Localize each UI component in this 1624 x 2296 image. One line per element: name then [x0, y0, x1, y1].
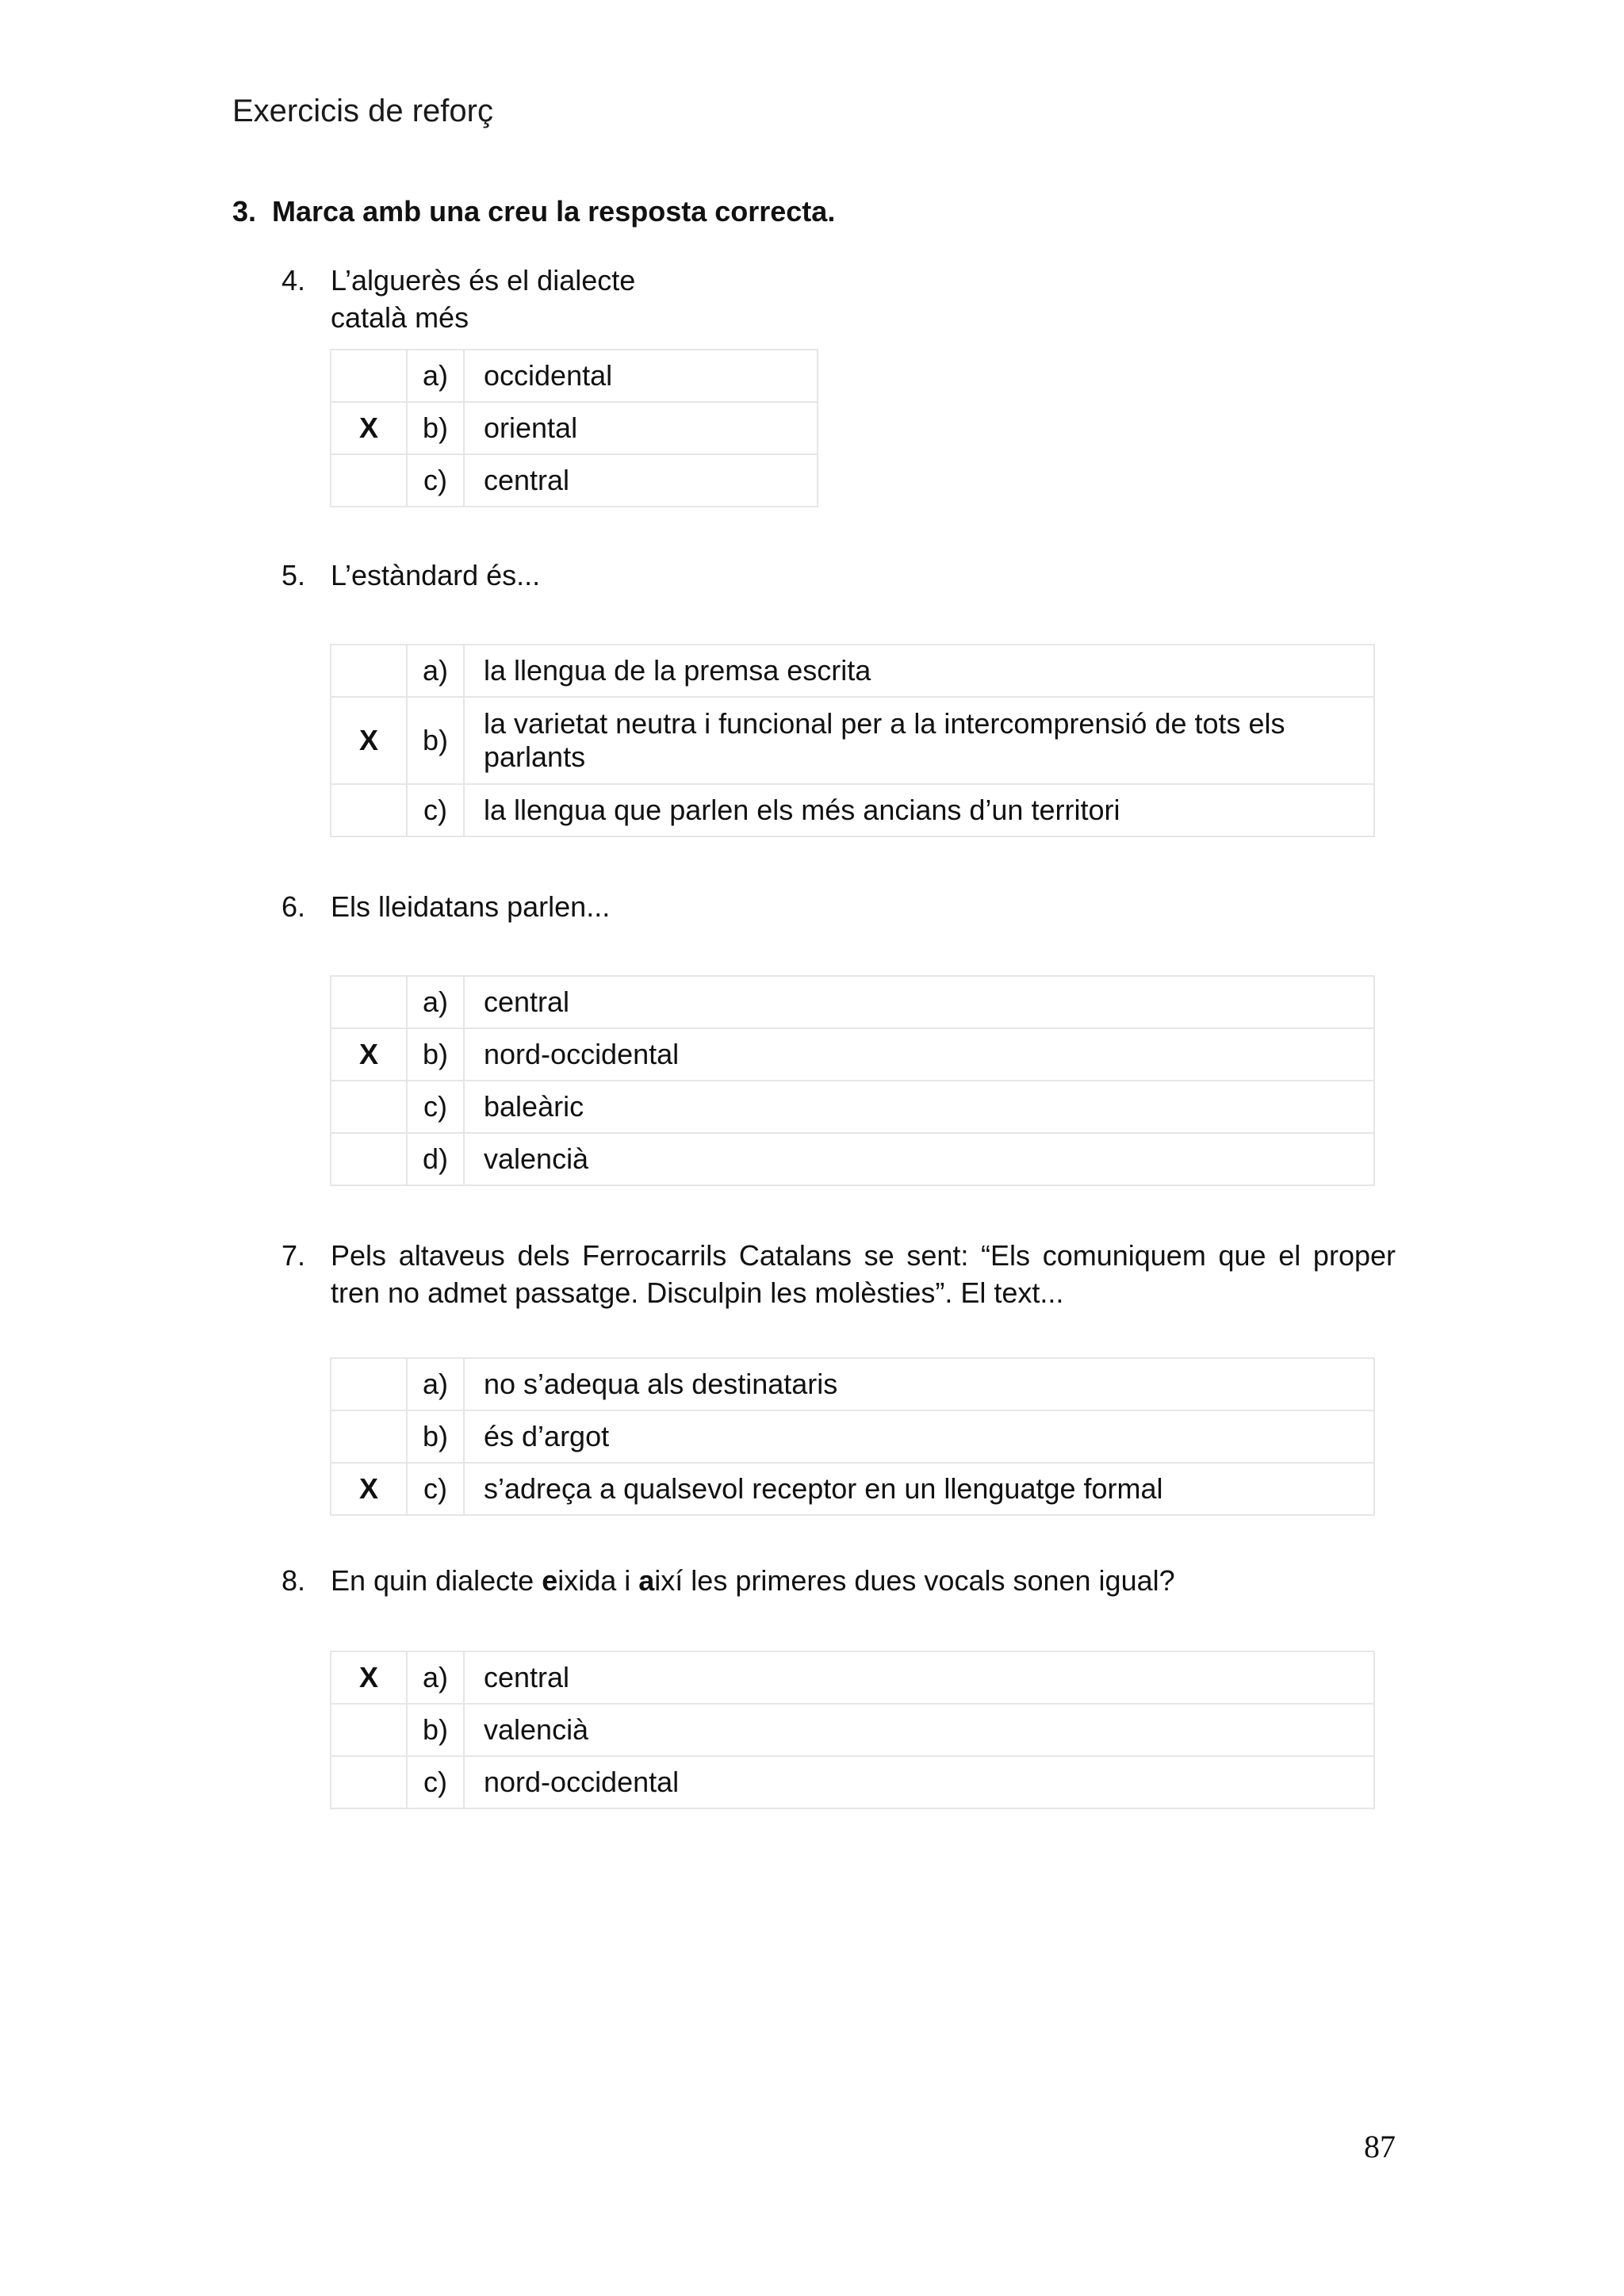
option-text: central — [464, 454, 818, 507]
option-row[interactable] — [331, 645, 1374, 697]
answer-mark-cell[interactable] — [331, 784, 407, 836]
answer-mark-cell[interactable] — [331, 976, 407, 1028]
option-text: nord-occidental — [464, 1756, 1374, 1808]
option-letter: b) — [407, 402, 464, 454]
question-number: 6. — [282, 890, 306, 923]
options-table-q7 — [330, 1357, 1375, 1516]
option-letter: a) — [407, 976, 464, 1028]
options-table-q8 — [330, 1651, 1375, 1809]
exercise-instruction — [232, 195, 835, 228]
answer-mark-cell[interactable]: X — [331, 1463, 407, 1515]
question-8 — [282, 1562, 1396, 1599]
exercise-number: 3. — [232, 195, 257, 228]
page-header: Exercicis de reforç — [232, 94, 493, 128]
option-letter: b) — [407, 1410, 464, 1463]
option-letter: a) — [407, 1358, 464, 1410]
option-row[interactable] — [331, 1028, 1374, 1081]
answer-mark-cell[interactable]: X — [331, 1651, 407, 1704]
option-row[interactable] — [331, 697, 1374, 784]
option-letter: c) — [407, 784, 464, 836]
option-row[interactable] — [331, 350, 818, 402]
option-text: la varietat neutra i funcional per a la intercomprensió de tots els parlants — [464, 697, 1374, 784]
question-text: Pels altaveus dels Ferrocarrils Catalans se sent: “Els comuniquem que el proper tren no admet passatge. Disculpin les molèsties”. El text... — [331, 1239, 1396, 1309]
answer-mark-cell[interactable] — [331, 1358, 407, 1410]
option-row[interactable] — [331, 1358, 1374, 1410]
answer-mark-cell[interactable] — [331, 1410, 407, 1463]
question-text-part: En quin dialecte — [331, 1564, 542, 1597]
option-text: baleàric — [464, 1081, 1374, 1133]
option-letter: a) — [407, 645, 464, 697]
question-number: 4. — [282, 264, 306, 297]
option-row[interactable] — [331, 402, 818, 454]
answer-mark-cell[interactable] — [331, 1704, 407, 1756]
option-text: no s’adequa als destinataris — [464, 1358, 1374, 1410]
option-text: occidental — [464, 350, 818, 402]
option-row[interactable] — [331, 1651, 1374, 1704]
option-letter: b) — [407, 697, 464, 784]
option-text: central — [464, 976, 1374, 1028]
option-row[interactable] — [331, 1133, 1374, 1185]
exercise-instruction-text: Marca amb una creu la resposta correcta. — [272, 195, 836, 228]
question-text-part: ixida i — [557, 1564, 639, 1597]
options-table-q6 — [330, 975, 1375, 1186]
option-letter: a) — [407, 350, 464, 402]
question-6 — [282, 888, 678, 925]
option-letter: b) — [407, 1028, 464, 1081]
question-text-bold: e — [542, 1564, 558, 1597]
option-row[interactable] — [331, 1756, 1374, 1808]
answer-mark-cell[interactable]: X — [331, 1028, 407, 1081]
answer-mark-cell[interactable] — [331, 1133, 407, 1185]
question-text: L’alguerès és el dialecte català més — [331, 264, 636, 334]
option-row[interactable] — [331, 1081, 1374, 1133]
option-letter: c) — [407, 1081, 464, 1133]
question-text — [331, 1562, 1396, 1599]
option-letter: c) — [407, 1463, 464, 1515]
answer-mark-cell[interactable]: X — [331, 402, 407, 454]
question-number: 7. — [282, 1239, 306, 1272]
option-row[interactable] — [331, 454, 818, 507]
question-text: L’estàndard és... — [331, 559, 541, 591]
options-table-q4 — [330, 349, 818, 507]
option-letter: b) — [407, 1704, 464, 1756]
option-row[interactable] — [331, 1410, 1374, 1463]
option-row[interactable] — [331, 1463, 1374, 1515]
option-letter: a) — [407, 1651, 464, 1704]
option-row[interactable] — [331, 976, 1374, 1028]
question-text: Els lleidatans parlen... — [331, 890, 611, 923]
question-text-part: ixí les primeres dues vocals sonen igual? — [654, 1564, 1175, 1597]
question-5 — [282, 557, 678, 594]
answer-mark-cell[interactable] — [331, 454, 407, 507]
question-number: 8. — [282, 1564, 306, 1597]
option-row[interactable] — [331, 784, 1374, 836]
question-text-bold: a — [638, 1564, 655, 1597]
answer-mark-cell[interactable] — [331, 350, 407, 402]
answer-mark-cell[interactable] — [331, 1756, 407, 1808]
question-7 — [282, 1237, 1396, 1311]
option-text: nord-occidental — [464, 1028, 1374, 1081]
option-letter: c) — [407, 1756, 464, 1808]
answer-mark-cell[interactable] — [331, 1081, 407, 1133]
option-text: valencià — [464, 1133, 1374, 1185]
question-number: 5. — [282, 559, 306, 591]
answer-mark-cell[interactable]: X — [331, 697, 407, 784]
option-text: central — [464, 1651, 1374, 1704]
page-number: 87 — [1364, 2129, 1396, 2164]
option-text: la llengua de la premsa escrita — [464, 645, 1374, 697]
option-row[interactable] — [331, 1704, 1374, 1756]
option-letter: c) — [407, 454, 464, 507]
answer-mark-cell[interactable] — [331, 645, 407, 697]
question-4 — [282, 262, 678, 336]
option-text: s’adreça a qualsevol receptor en un llenguatge formal — [464, 1463, 1374, 1515]
option-text: la llengua que parlen els més ancians d’un territori — [464, 784, 1374, 836]
option-text: oriental — [464, 402, 818, 454]
option-letter: d) — [407, 1133, 464, 1185]
option-text: és d’argot — [464, 1410, 1374, 1463]
options-table-q5 — [330, 644, 1375, 837]
option-text: valencià — [464, 1704, 1374, 1756]
